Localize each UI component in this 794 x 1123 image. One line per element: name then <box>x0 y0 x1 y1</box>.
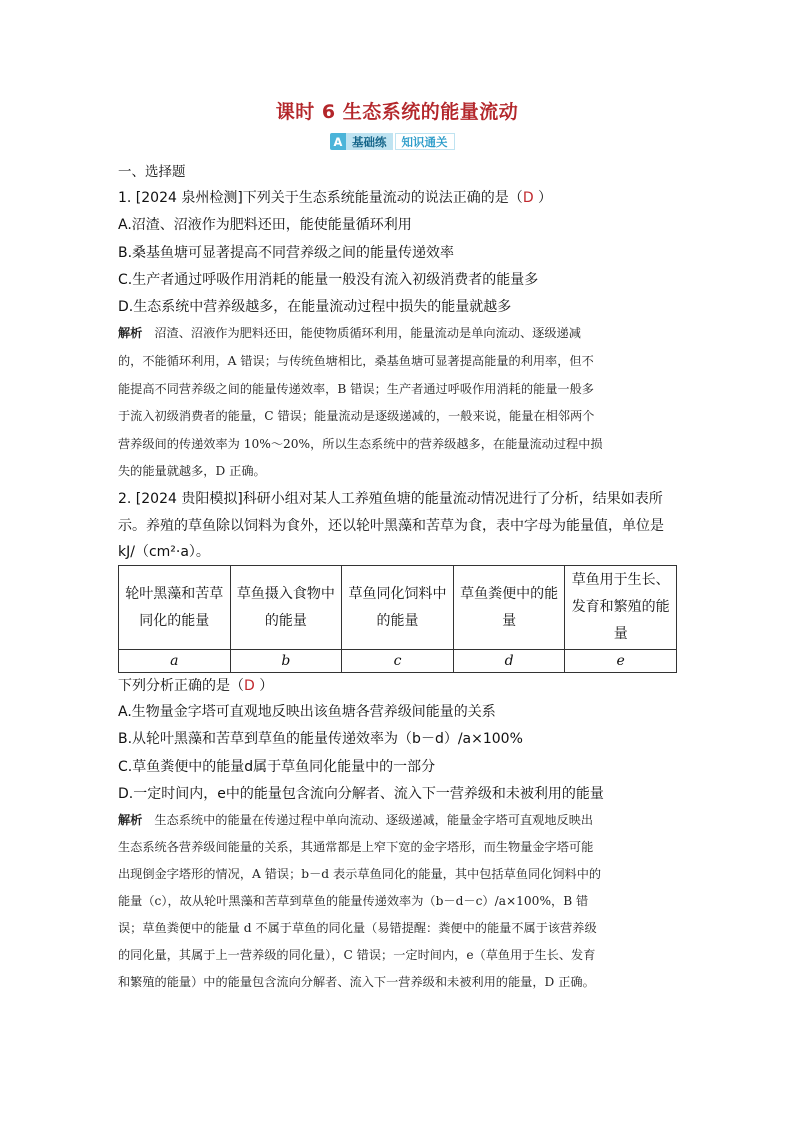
header-text: 草鱼摄入食物中 <box>236 585 335 602</box>
header-text: 轮叶黑藻和苦草 <box>125 585 224 602</box>
question-1-explanation-line: 于流入初级消费者的能量，C 错误；能量流动是逐级递减的，一般来说，能量在相邻两个 <box>118 409 595 423</box>
question-2-option-a: A.生物量金字塔可直观地反映出该鱼塘各营养级间能量的关系 <box>118 704 496 720</box>
badge-letter: A <box>330 133 346 150</box>
header-text: 草鱼粪便中的能 <box>460 585 559 602</box>
question-1-option-a: A.沼渣、沼液作为肥料还田，能使能量循环利用 <box>118 217 412 233</box>
table-header-cell <box>230 566 342 650</box>
question-1-option-b: B.桑基鱼塘可显著提高不同营养级之间的能量传递效率 <box>118 245 455 261</box>
lesson-title: 课时 6 生态系统的能量流动 <box>275 101 519 123</box>
question-2-explanation-line: 生态系统各营养级间能量的关系，其通常都是上窄下宽的金字塔形，而生物量金字塔可能 <box>118 840 594 854</box>
table-header-row <box>119 566 677 650</box>
question-2-stem-line: 2. [2024 贵阳模拟]科研小组对某人工养殖鱼塘的能量流动情况进行了分析，结果如表所 <box>118 491 663 507</box>
question-2-option-b: B.从轮叶黑藻和苦草到草鱼的能量传递效率为（b－d）/a×100% <box>118 731 523 747</box>
header-text: 的能量 <box>264 612 307 629</box>
badge-subtitle: 知识通关 <box>395 133 455 150</box>
table-header-cell <box>565 566 677 650</box>
level-badge <box>330 133 455 150</box>
table-cell: d <box>453 650 565 673</box>
question-1-close: ） <box>533 190 553 206</box>
table-cell: c <box>342 650 454 673</box>
table-header-cell <box>119 566 231 650</box>
question-2-explanation-line: 误；草鱼粪便中的能量 d 不属于草鱼的同化量（易错提醒：粪便中的能量不属于该营养级 <box>118 921 597 935</box>
question-2-explanation-line: 出现倒金字塔形的情况，A 错误；b－d 表示草鱼同化的能量，其中包括草鱼同化饲料中的 <box>118 867 602 881</box>
energy-table <box>118 565 677 673</box>
question-1-text: 1. [2024 泉州检测]下列关于生态系统能量流动的说法正确的是（ <box>118 190 523 206</box>
header-text: 量 <box>502 612 517 629</box>
question-2-answer: D <box>244 678 255 694</box>
question-2-option-d: D.一定时间内，e中的能量包含流向分解者、流入下一营养级和未被利用的能量 <box>118 786 604 802</box>
explanation-text: 沼渣、沼液作为肥料还田，能使物质循环利用，能量流动是单向流动、逐级递减 <box>154 326 581 340</box>
badge-level: 基础练 <box>346 133 393 150</box>
section-heading: 一、选择题 <box>118 164 186 180</box>
header-text: 的能量 <box>376 612 419 629</box>
question-1-option-d: D.生态系统中营养级越多，在能量流动过程中损失的能量就越多 <box>118 299 512 315</box>
explanation-text: 生态系统中的能量在传递过程中单向流动、逐级递减，能量金字塔可直观地反映出 <box>154 813 594 827</box>
question-2-option-c: C.草鱼粪便中的能量d属于草鱼同化能量中的一部分 <box>118 759 436 775</box>
question-2-explanation-line: 能量（c），故从轮叶黑藻和苦草到草鱼的能量传递效率为（b－d－c）/a×100%，B 错 <box>118 894 589 908</box>
header-text: 同化的能量 <box>139 612 210 629</box>
header-text: 发育和繁殖的能 <box>571 599 670 615</box>
question-2-stem-line: 示。养殖的草鱼除以饲料为食外，还以轮叶黑藻和苦草为食，表中字母为能量值，单位是 <box>118 518 664 534</box>
question-1-explanation-line <box>118 324 581 341</box>
question-1-explanation-line: 营养级间的传递效率为 10%～20%，所以生态系统中的营养级越多，在能量流动过程中损 <box>118 437 603 451</box>
explanation-label: 解析 <box>118 326 143 340</box>
question-2-explanation-line: 的同化量，其属于上一营养级的同化量），C 错误；一定时间内，e（草鱼用于生长、发育 <box>118 948 596 962</box>
question-1-explanation-line: 的，不能循环利用，A 错误；与传统鱼塘相比，桑基鱼塘可显著提高能量的利用率，但不 <box>118 354 594 368</box>
question-2-prompt <box>118 675 273 695</box>
question-2-stem-line: kJ/（cm²·a）。 <box>118 544 210 560</box>
question-1-stem <box>118 187 552 207</box>
header-text: 量 <box>613 626 628 642</box>
explanation-label: 解析 <box>118 813 143 827</box>
table-header-cell <box>342 566 454 650</box>
table-cell: a <box>119 650 231 673</box>
table-cell: e <box>565 650 677 673</box>
table-value-row <box>119 650 677 673</box>
header-text: 草鱼用于生长、 <box>571 572 670 588</box>
question-1-answer: D <box>522 190 534 206</box>
table-cell: b <box>230 650 342 673</box>
question-1-option-c: C.生产者通过呼吸作用消耗的能量一般没有流入初级消费者的能量多 <box>118 272 539 288</box>
question-1-explanation-line: 能提高不同营养级之间的能量传递效率，B 错误；生产者通过呼吸作用消耗的能量一般多 <box>118 382 594 396</box>
header-text: 草鱼同化饲料中 <box>348 585 447 602</box>
question-1-explanation-line: 失的能量就越多，D 正确。 <box>118 464 266 478</box>
question-2-prompt-text: 下列分析正确的是（ <box>118 678 244 694</box>
question-2-explanation-line: 和繁殖的能量）中的能量包含流向分解者、流入下一营养级和未被利用的能量，D 正确。 <box>118 975 595 989</box>
table-header-cell <box>453 566 565 650</box>
question-2-close: ） <box>254 678 274 694</box>
question-2-explanation-line <box>118 811 593 828</box>
